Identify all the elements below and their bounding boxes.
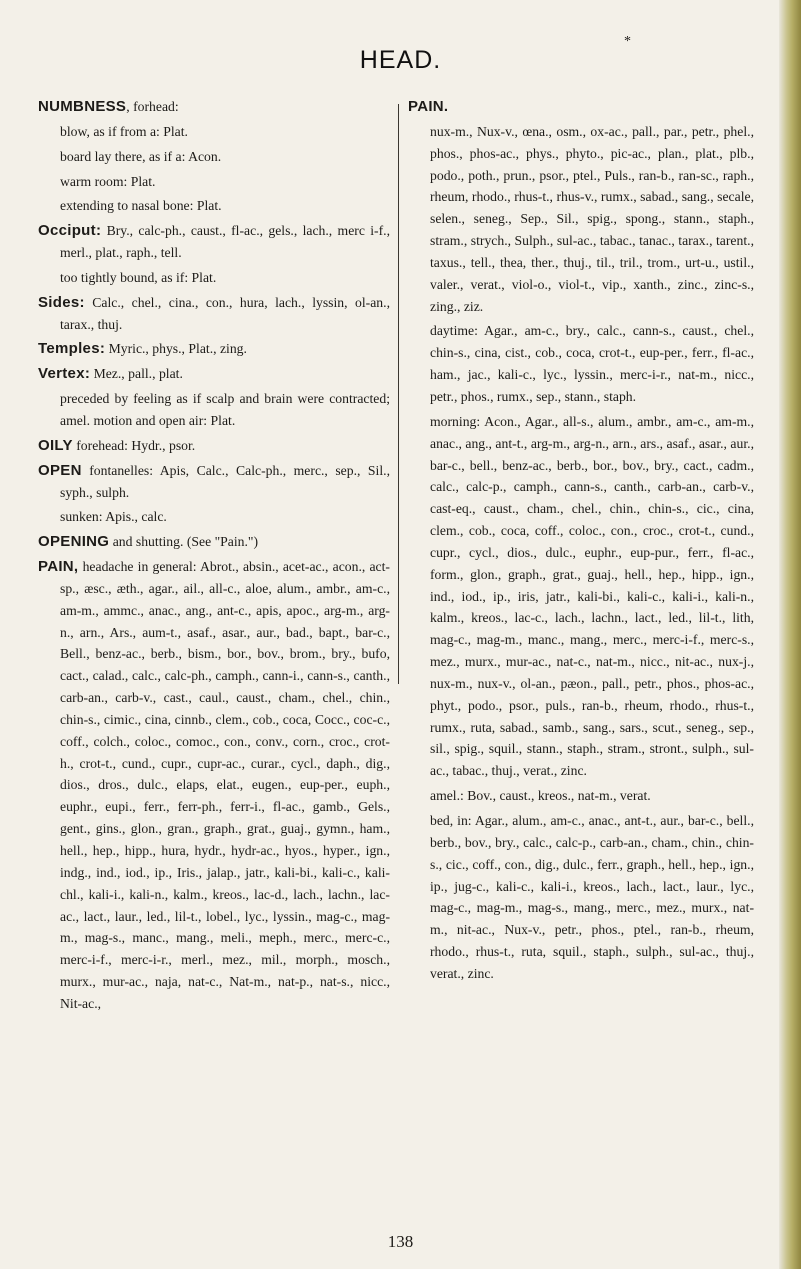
repertory-entry [38,363,390,385]
rubric-text: , forhead: [126,99,179,114]
rubric-heading: Sides: [38,293,85,311]
rubric-text: and shutting. (See "Pain.") [109,534,259,550]
repertory-entry [38,96,390,118]
rubric-text: warm room: Plat. [60,173,156,189]
repertory-entry [38,460,390,504]
repertory-entry [38,267,390,289]
repertory-entry [408,121,754,318]
repertory-entry [38,292,390,336]
repertory-entry [38,506,390,528]
rubric-text: board lay there, as if a: Acon. [60,148,222,164]
rubric-text: Myric., phys., Plat., zing. [105,341,247,357]
rubric-text: forehead: Hydr., psor. [72,437,196,453]
rubric-text: daytime: Agar., am-c., bry., calc., cann-s., caust., chel., chin-s., cina, cist., cob., coca, crot-t., eup-per., ferr., fl-ac., ham., jac., kali-c., lyc., lyssin., merc-i-r., nat-m., nicc., petr., phos., rumx., sep., stann., staph. [430,323,754,404]
rubric-text: Bry., calc-ph., caust., fl-ac., gels., lach., merc i-f., merl., plat., raph., tell. [60,223,390,261]
rubric-text: too tightly bound, as if: Plat. [60,269,217,285]
rubric-text: extending to nasal bone: Plat. [60,198,222,214]
repertory-entry [408,810,754,985]
repertory-entry [408,96,754,118]
rubric-heading: OPENING [38,533,110,551]
rubric-text: Mez., pall., plat. [90,366,183,382]
rubric-text: morning: Acon., Agar., all-s., alum., ambr., am-c., am-m., anac., ang., ant-t., arg-m., arg-n., arn., ars., asaf., asar., aur., bar-c., bell., benz-ac., berb., bor., bov., bry., cact., cadm., calc., calc-p., camph., cann-s., canth., carb-an., carb-v., cast-eq., caust., cham., chel., chin., chin-s., cic., cina, clem., cob., coca, coff., coloc., con., croc., crot-t., cund., cupr., cycl., dios., dulc., euphr., eup-pur., ferr., fl-ac., form., glon., graph., grat., guaj., hell., hep., hipp., ign., ind., iod., ip., iris, jatr., kali-bi., kali-c., kali-i., kali-n., kalm., kreos., lac-c., lach., lachn., lact., led., lil-t., lith, mag-c., mag-m., manc., mang., merc., merc-i-f., merc-s., mez., murx., mur-ac., nat-c., nat-m., nicc., nit-ac., nux-j., nux-m., nux-v., ol-an., pæon., pall., petr., phos., phos-ac., phyt., podo., psor., puls., ran-b., rheum, rhodo., rhus-t., rumx., ruta, sabad., samb., sang., sars., scut., seneg., sep., sil., spig., squil., stann., staph., stram., stront., sulph., sul-ac., tabac., thuj., verat., zinc. [430,413,754,779]
ink-mark: * [624,34,631,49]
rubric-text: Calc., chel., cina., con., hura, lach., lyssin, ol-an., tarax., thuj. [60,294,390,332]
rubric-heading: Temples: [38,340,106,358]
repertory-entry [38,220,390,264]
repertory-entry [38,435,390,457]
repertory-entry [38,121,390,143]
rubric-text: fontanelles: Apis, Calc., Calc-ph., merc., sep., Sil., syph., sulph. [60,462,390,500]
rubric-heading: Occiput: [38,222,102,240]
rubric-heading: Vertex: [38,365,91,383]
repertory-entry [38,556,390,1015]
repertory-entry [38,531,390,553]
repertory-entry [38,195,390,217]
repertory-entry [408,411,754,782]
rubric-text: blow, as if from a: Plat. [60,123,188,139]
rubric-text: amel.: Bov., caust., kreos., nat-m., verat. [430,788,651,804]
page-title: HEAD. [359,46,442,74]
rubric-heading: OPEN [38,461,82,479]
rubric-text: sunken: Apis., calc. [60,509,167,525]
repertory-entry [38,338,390,360]
rubric-text: nux-m., Nux-v., œna., osm., ox-ac., pall., par., petr., phel., phos., phos-ac., phys., phyto., pic-ac., plan., plat., plb., podo., poth., prun., psor., ptel., Puls., ran-b., ran-sc., raph., rheum, rhodo., rhus-t., rhus-v., rumx., sabad., sang., secale, selen., seneg., Sep., Sil., spig., spong., stann., staph., stram., strych., Sulph., sul-ac., tabac., tanac., tarax., tarent., taxus., tell., thea, ther., thuj., til., tril., trom., urt-u., ustil., valer., verat., viol-o., viol-t., vip., xanth., zinc., zinc-s., zing., ziz. [430,123,754,314]
repertory-entry [38,146,390,168]
page-edge-shadow [779,0,801,1269]
right-column [408,96,754,988]
rubric-text: headache in general: Abrot., absin., acet-ac., acon., act-sp., æsc., æth., agar., ail., all-c., aloe, alum., ambr., am-c., am-m., ammc., anac., ang., ant-c., apis, apoc., arg-m., arg-n., arn., Ars., aum-t., asaf., asar., aur., bad., bapt., bar-c., Bell., benz-ac., berb., bism., bor., bov., brom., bry., bufo, cact., calad., calc., calc-ph., camph., cann-i., cann-s., canth., carb-an., carb-v., cast., caul., caust., cham., chel., chin., chin-s., cimic., cina, cinnb., clem., cob., coca, Cocc., coc-c., coff., colch., coloc., comoc., con., conv., corn., croc., crot-h., crot-t., cund., cupr., cupr-ac., curar., cycl., daph., dig., dios., dros., dulc., elaps, elat., eugen., eup-per., euph., euphr., eupi., ferr., ferr-ph., ferr-i., fl-ac., gamb., Gels., gent., gins., glon., gran., graph., grat., guaj., gymn., ham., hell., hep., hipp., hura, hydr., hydr-ac., hyos., hyper., ign., indg., ind., iod., ip., Iris., jalap., jatr., kali-bi., kali-c., kali-chl., kali-i., kali-n., kalm., kreos., lac-d., lach., lachn., lac-ac., lact., laur., led., lil-t., lobel., lyc., lyssin., mag-c., mag-m., mag-s., manc., mang., meli., meph., merc., merc-c., merc-i-f., merc-i-r., merl., mez., mil., morph., mosch., murx., mur-ac., naja, nat-c., Nat-m., nat-p., nat-s., nicc., Nit-ac., [60,559,390,1011]
repertory-entry [38,171,390,193]
rubric-text: preceded by feeling as if scalp and brain were contracted; amel. motion and open air: Plat. [60,391,390,428]
rubric-heading: PAIN, [38,558,79,576]
repertory-entry [38,388,390,432]
column-divider [398,104,399,684]
rubric-heading: OILY [38,436,73,454]
rubric-text: bed, in: Agar., alum., am-c., anac., ant-t., aur., bar-c., bell., berb., bov., bry., calc., calc-p., carb-an., cham., chin., chin-s., cic., coff., con., dig., dulc., ferr., graph., hell., hep., ign., ip., jug-c., kali-c., kali-i., kreos., lach., lact., laur., lyc., mag-c., mag-m., mag-s., mang., merc., mez., murx., nat-m., nit-ac., Nux-v., petr., phos., ptel., ran-b., rheum, rhodo., rhus-t., ruta, squil., staph., sulph., sul-ac., thuj., verat., zinc. [430,813,754,981]
repertory-entry [408,785,754,807]
rubric-heading: PAIN. [408,98,449,115]
page-number: 138 [387,1232,414,1251]
left-column [38,96,390,1018]
rubric-heading: NUMBNESS [38,98,127,115]
repertory-entry [408,320,754,407]
